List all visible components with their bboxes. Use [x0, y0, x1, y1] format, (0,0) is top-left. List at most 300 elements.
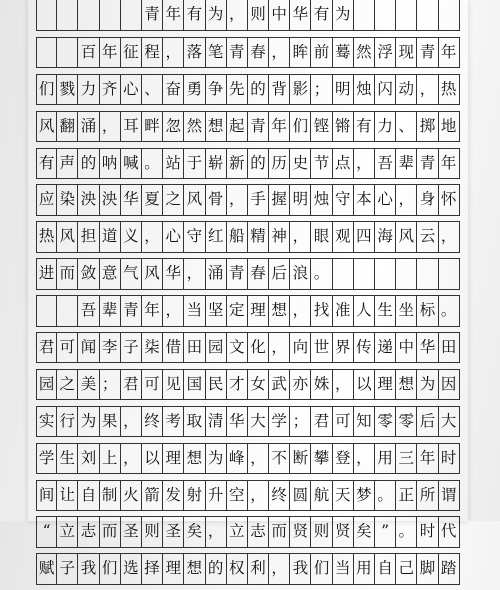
grid-cell: 起	[227, 112, 248, 141]
grid-row	[36, 480, 460, 511]
grid-cell: ；	[100, 370, 121, 399]
grid-cell: 染	[57, 185, 78, 214]
grid-cell: 零	[375, 407, 396, 436]
grid-cell: 落	[184, 38, 205, 67]
grid-cell: 峰	[227, 444, 248, 473]
grid-cell: 学	[36, 444, 57, 473]
grid-cell: 己	[396, 554, 417, 583]
grid-cell: 有	[311, 0, 332, 30]
manuscript-grid	[36, 0, 460, 590]
grid-cell: 年	[439, 149, 460, 178]
grid-cell: 怀	[439, 185, 460, 214]
grid-cell: 身	[417, 185, 438, 214]
grid-cell: 三	[396, 444, 417, 473]
grid-cell: 戮	[57, 75, 78, 104]
grid-cell: 立	[227, 517, 248, 546]
grid-cell: 想	[184, 444, 205, 473]
grid-cell: 现	[396, 38, 417, 67]
grid-cell: 年	[439, 38, 460, 67]
grid-cell: 握	[269, 185, 290, 214]
grid-cell: 闻	[78, 333, 99, 362]
grid-cell: 圆	[290, 481, 311, 510]
grid-cell: 之	[57, 370, 78, 399]
grid-cell: 船	[227, 222, 248, 251]
grid-cell: 理	[248, 296, 269, 325]
grid-cell: 当	[333, 554, 354, 583]
grid-cell: 心	[121, 75, 142, 104]
grid-cell: 踏	[439, 554, 460, 583]
grid-cell: 进	[36, 259, 57, 288]
grid-cell: 刘	[78, 444, 99, 473]
grid-cell: 们	[100, 554, 121, 583]
grid-cell: ，	[354, 149, 375, 178]
grid-cell: ，	[354, 444, 375, 473]
grid-cell: 想	[396, 370, 417, 399]
grid-cell: 。	[142, 149, 163, 178]
grid-cell: 年	[100, 38, 121, 67]
grid-cell: 华	[121, 185, 142, 214]
grid-cell: 辈	[100, 296, 121, 325]
grid-cell: 因	[439, 370, 460, 399]
grid-cell: 利	[248, 554, 269, 583]
grid-cell: 争	[206, 75, 227, 104]
grid-cell: 则	[311, 517, 332, 546]
grid-cell: 准	[333, 296, 354, 325]
grid-row	[36, 443, 460, 474]
grid-cell: 春	[248, 259, 269, 288]
grid-cell: 后	[417, 407, 438, 436]
grid-row	[36, 74, 460, 105]
grid-cell: 园	[206, 333, 227, 362]
grid-cell: 勇	[184, 75, 205, 104]
grid-cell: “	[36, 517, 57, 546]
grid-cell: 知	[354, 407, 375, 436]
grid-cell: 崭	[206, 149, 227, 178]
grid-cell: 敛	[78, 259, 99, 288]
grid-cell: ，	[269, 333, 290, 362]
grid-cell: 志	[78, 517, 99, 546]
grid-cell: 可	[142, 370, 163, 399]
grid-cell	[333, 259, 354, 288]
grid-cell: 攀	[311, 444, 332, 473]
grid-cell: 青	[142, 0, 163, 30]
grid-cell: 华	[290, 0, 311, 30]
grid-cell: 先	[227, 75, 248, 104]
grid-cell: 文	[227, 333, 248, 362]
grid-cell	[375, 0, 396, 30]
grid-cell: 火	[121, 481, 142, 510]
grid-cell: 年	[142, 296, 163, 325]
grid-cell: 权	[227, 554, 248, 583]
grid-cell: 终	[269, 481, 290, 510]
grid-cell: 明	[290, 185, 311, 214]
grid-cell: 风	[396, 222, 417, 251]
manuscript-paper	[28, 0, 468, 578]
grid-cell: ，	[248, 444, 269, 473]
grid-cell: 国	[184, 370, 205, 399]
grid-cell: 心	[375, 185, 396, 214]
grid-cell: 以	[142, 444, 163, 473]
grid-cell: 考	[163, 407, 184, 436]
grid-cell: 大	[439, 407, 460, 436]
grid-cell: 明	[333, 75, 354, 104]
grid-cell: 园	[36, 370, 57, 399]
grid-cell: 新	[227, 149, 248, 178]
grid-cell: ，	[333, 370, 354, 399]
grid-cell: 闪	[375, 75, 396, 104]
grid-cell: 心	[163, 222, 184, 251]
grid-cell: 程	[142, 38, 163, 67]
grid-cell: ，	[269, 38, 290, 67]
grid-cell: 正	[396, 481, 417, 510]
grid-cell: 百	[78, 38, 99, 67]
grid-cell: 上	[100, 444, 121, 473]
grid-cell: 果	[100, 407, 121, 436]
grid-cell: ，	[290, 222, 311, 251]
grid-cell: 美	[78, 370, 99, 399]
grid-cell: 君	[311, 407, 332, 436]
grid-cell: 赋	[36, 554, 57, 583]
grid-cell: 志	[248, 517, 269, 546]
grid-cell: 人	[354, 296, 375, 325]
grid-cell	[439, 0, 460, 30]
grid-cell: 当	[184, 296, 205, 325]
grid-cell: ，	[121, 444, 142, 473]
grid-cell: 界	[333, 333, 354, 362]
grid-cell	[417, 259, 438, 288]
grid-cell: ，	[184, 259, 205, 288]
grid-cell: 找	[311, 296, 332, 325]
grid-cell: 蓦	[333, 38, 354, 67]
grid-cell: 生	[375, 296, 396, 325]
grid-cell: 借	[163, 333, 184, 362]
grid-cell: 喊	[121, 149, 142, 178]
grid-cell: 风	[142, 259, 163, 288]
grid-cell: 于	[184, 149, 205, 178]
grid-cell: 然	[184, 112, 205, 141]
grid-cell	[396, 0, 417, 30]
grid-cell: 子	[57, 554, 78, 583]
grid-cell: 柒	[142, 333, 163, 362]
grid-cell: 地	[439, 112, 460, 141]
grid-cell: 而	[269, 517, 290, 546]
grid-cell	[121, 0, 142, 30]
grid-cell: 青	[248, 112, 269, 141]
grid-cell: 。	[396, 517, 417, 546]
grid-cell: 标	[417, 296, 438, 325]
grid-row	[36, 516, 460, 547]
grid-cell: 姝	[311, 370, 332, 399]
grid-cell: 自	[375, 554, 396, 583]
grid-cell: 圣	[163, 517, 184, 546]
grid-cell: ，	[121, 407, 142, 436]
grid-cell: 风	[184, 185, 205, 214]
grid-cell: 亦	[290, 370, 311, 399]
grid-cell: 耳	[121, 112, 142, 141]
grid-cell: 。	[375, 481, 396, 510]
grid-cell: 吾	[375, 149, 396, 178]
grid-cell: 生	[57, 444, 78, 473]
grid-cell: 节	[311, 149, 332, 178]
grid-cell: 我	[78, 554, 99, 583]
grid-cell	[36, 296, 57, 325]
grid-cell: 大	[248, 407, 269, 436]
grid-cell: 齐	[100, 75, 121, 104]
grid-cell: ，	[417, 75, 438, 104]
grid-cell: 世	[311, 333, 332, 362]
grid-cell: 夏	[142, 185, 163, 214]
grid-cell: 泱	[100, 185, 121, 214]
grid-cell: 站	[163, 149, 184, 178]
grid-cell: 浪	[290, 259, 311, 288]
grid-cell: 升	[206, 481, 227, 510]
grid-cell: 点	[333, 149, 354, 178]
grid-cell: 则	[142, 517, 163, 546]
grid-cell: 递	[375, 333, 396, 362]
grid-cell: 理	[375, 370, 396, 399]
grid-cell: 子	[121, 333, 142, 362]
grid-cell: 行	[57, 407, 78, 436]
grid-cell: 定	[227, 296, 248, 325]
grid-cell: 锵	[333, 112, 354, 141]
grid-cell: 学	[269, 407, 290, 436]
grid-cell: 中	[269, 0, 290, 30]
grid-cell: 风	[57, 222, 78, 251]
grid-cell: 力	[375, 112, 396, 141]
grid-cell: 忽	[163, 112, 184, 141]
grid-cell: 涌	[206, 259, 227, 288]
grid-cell: 女	[248, 370, 269, 399]
grid-cell: 择	[142, 554, 163, 583]
grid-cell: 用	[375, 444, 396, 473]
grid-cell: 制	[100, 481, 121, 510]
grid-cell: 君	[36, 333, 57, 362]
grid-cell: 意	[100, 259, 121, 288]
grid-cell: 四	[354, 222, 375, 251]
grid-cell: 时	[417, 517, 438, 546]
grid-cell: 贤	[333, 517, 354, 546]
grid-cell: 中	[396, 333, 417, 362]
grid-cell: 间	[36, 481, 57, 510]
grid-cell: 青	[417, 38, 438, 67]
grid-cell: ，	[439, 222, 460, 251]
grid-cell	[100, 0, 121, 30]
grid-row	[36, 148, 460, 179]
grid-cell: ；	[311, 75, 332, 104]
grid-cell: 为	[333, 0, 354, 30]
grid-cell: 传	[354, 333, 375, 362]
grid-cell: 君	[121, 370, 142, 399]
grid-cell: 史	[290, 149, 311, 178]
grid-cell: 青	[121, 296, 142, 325]
grid-cell: 守	[184, 222, 205, 251]
grid-cell: 有	[36, 149, 57, 178]
grid-cell: 向	[290, 333, 311, 362]
grid-row	[36, 111, 460, 142]
grid-cell	[439, 259, 460, 288]
grid-row	[36, 332, 460, 363]
grid-cell: 才	[227, 370, 248, 399]
grid-cell: 立	[57, 517, 78, 546]
grid-cell: 以	[354, 370, 375, 399]
grid-cell: 贤	[290, 517, 311, 546]
grid-cell: 箭	[142, 481, 163, 510]
grid-cell: 青	[417, 149, 438, 178]
grid-cell: 之	[163, 185, 184, 214]
grid-cell: ，	[163, 296, 184, 325]
grid-cell: 浮	[375, 38, 396, 67]
grid-cell: 、	[142, 75, 163, 104]
grid-cell: 有	[354, 112, 375, 141]
grid-cell: 青	[227, 38, 248, 67]
grid-cell: 呐	[100, 149, 121, 178]
grid-cell: 然	[354, 38, 375, 67]
grid-cell: 年	[163, 0, 184, 30]
grid-cell: 空	[227, 481, 248, 510]
grid-cell: 力	[78, 75, 99, 104]
grid-cell: 为	[78, 407, 99, 436]
grid-cell	[78, 0, 99, 30]
grid-cell: 神	[269, 222, 290, 251]
grid-cell	[57, 38, 78, 67]
grid-cell: 脚	[417, 554, 438, 583]
grid-cell: 。	[311, 259, 332, 288]
grid-cell: 征	[121, 38, 142, 67]
grid-cell: 武	[269, 370, 290, 399]
grid-cell: 为	[206, 0, 227, 30]
grid-cell: ，	[163, 38, 184, 67]
grid-cell: 用	[354, 554, 375, 583]
grid-cell	[354, 259, 375, 288]
grid-cell: ，	[206, 517, 227, 546]
grid-cell: 实	[36, 407, 57, 436]
grid-cell: 历	[269, 149, 290, 178]
grid-cell	[354, 0, 375, 30]
grid-cell: ，	[227, 0, 248, 30]
grid-cell: 海	[375, 222, 396, 251]
grid-cell: 气	[121, 259, 142, 288]
grid-cell: 、	[396, 112, 417, 141]
grid-cell: 终	[142, 407, 163, 436]
grid-cell: 手	[248, 185, 269, 214]
grid-cell: 热	[36, 222, 57, 251]
grid-cell: 眸	[290, 38, 311, 67]
grid-cell: 想	[184, 554, 205, 583]
grid-cell: 取	[184, 407, 205, 436]
grid-cell	[57, 0, 78, 30]
grid-cell: ；	[290, 407, 311, 436]
grid-cell: 翻	[57, 112, 78, 141]
grid-cell: 青	[227, 259, 248, 288]
grid-cell: 们	[36, 75, 57, 104]
grid-cell: 本	[354, 185, 375, 214]
grid-cell: 骨	[206, 185, 227, 214]
grid-cell: 背	[269, 75, 290, 104]
grid-cell: 云	[417, 222, 438, 251]
grid-cell	[375, 259, 396, 288]
grid-cell: 的	[206, 554, 227, 583]
grid-cell: 们	[311, 554, 332, 583]
grid-cell: 想	[269, 296, 290, 325]
grid-row	[36, 184, 460, 215]
grid-cell: 理	[163, 444, 184, 473]
grid-cell: 理	[163, 554, 184, 583]
grid-cell: 烛	[354, 75, 375, 104]
grid-cell: 坚	[206, 296, 227, 325]
grid-cell: 春	[248, 38, 269, 67]
grid-cell: 零	[396, 407, 417, 436]
grid-row	[36, 369, 460, 400]
grid-cell: 风	[36, 112, 57, 141]
grid-cell: 则	[248, 0, 269, 30]
grid-cell	[57, 296, 78, 325]
grid-cell: 涌	[78, 112, 99, 141]
grid-cell: 坐	[396, 296, 417, 325]
grid-cell: ，	[248, 481, 269, 510]
grid-cell: 化	[248, 333, 269, 362]
grid-row	[36, 406, 460, 437]
grid-cell: 梦	[354, 481, 375, 510]
grid-cell: 后	[269, 259, 290, 288]
grid-cell: ”	[375, 517, 396, 546]
grid-cell: 们	[290, 112, 311, 141]
grid-cell: 动	[396, 75, 417, 104]
grid-cell: 奋	[163, 75, 184, 104]
grid-cell: 为	[417, 370, 438, 399]
grid-cell: 声	[57, 149, 78, 178]
grid-row	[36, 37, 460, 68]
grid-cell: 吾	[78, 296, 99, 325]
grid-cell: 想	[206, 112, 227, 141]
grid-row	[36, 0, 460, 31]
grid-cell: 应	[36, 185, 57, 214]
grid-row	[36, 221, 460, 252]
grid-cell: 红	[206, 222, 227, 251]
grid-cell: 前	[311, 38, 332, 67]
grid-row	[36, 258, 460, 289]
grid-cell: 清	[206, 407, 227, 436]
grid-cell: 华	[163, 259, 184, 288]
grid-cell: 的	[78, 149, 99, 178]
grid-cell: 而	[100, 517, 121, 546]
grid-cell: ，	[227, 185, 248, 214]
grid-cell: 辈	[396, 149, 417, 178]
grid-cell: 民	[206, 370, 227, 399]
grid-cell: 道	[100, 222, 121, 251]
grid-cell: 矣	[184, 517, 205, 546]
grid-cell: ，	[142, 222, 163, 251]
grid-cell: 有	[184, 0, 205, 30]
grid-cell: 泱	[78, 185, 99, 214]
grid-cell: 田	[439, 333, 460, 362]
grid-cell: 田	[184, 333, 205, 362]
grid-cell: 畔	[142, 112, 163, 141]
grid-cell	[417, 0, 438, 30]
grid-cell: 笔	[206, 38, 227, 67]
grid-cell: 。	[439, 296, 460, 325]
grid-cell: 圣	[121, 517, 142, 546]
grid-cell: 让	[57, 481, 78, 510]
grid-cell: 眼	[311, 222, 332, 251]
grid-cell: 而	[57, 259, 78, 288]
grid-row	[36, 295, 460, 326]
grid-cell: 发	[163, 481, 184, 510]
grid-cell: ，	[269, 554, 290, 583]
grid-cell: 为	[206, 444, 227, 473]
grid-cell: 不	[269, 444, 290, 473]
grid-cell	[396, 259, 417, 288]
grid-cell: 铿	[311, 112, 332, 141]
